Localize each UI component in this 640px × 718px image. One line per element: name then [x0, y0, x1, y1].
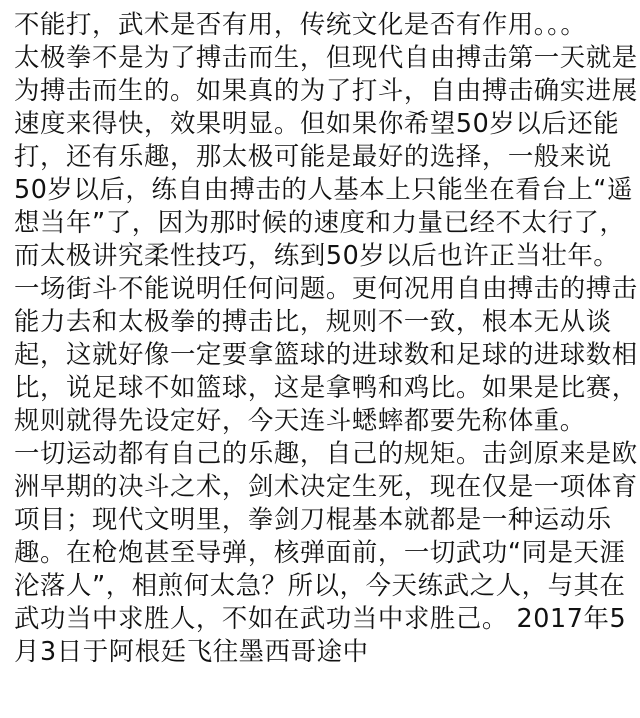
text-line-20: 月3日于阿根廷飞往墨西哥途中: [14, 636, 369, 666]
text-line-10: 能力去和太极拳的搏击比，规则不一致，根本无从谈: [14, 306, 612, 336]
text-line-16: 项目；现代文明里，拳剑刀棍基本就都是一种运动乐: [14, 504, 612, 534]
text-line-7: 想当年”了，因为那时候的速度和力量已经不太行了，: [14, 207, 626, 237]
text-line-11: 起，这就好像一定要拿篮球的进球数和足球的进球数相: [14, 339, 638, 369]
text-line-19: 武功当中求胜人，不如在武功当中求胜己。 2017年5: [14, 603, 627, 633]
text-line-13: 规则就得先设定好，今天连斗蟋蟀都要先称体重。: [14, 405, 586, 435]
text-line-6: 50岁以后，练自由搏击的人基本上只能坐在看台上“遥: [14, 174, 634, 204]
text-line-12: 比，说足球不如篮球，这是拿鸭和鸡比。如果是比赛，: [14, 372, 638, 402]
text-line-4: 速度来得快，效果明显。但如果你希望50岁以后还能: [14, 108, 620, 138]
text-line-3: 为搏击而生的。如果真的为了打斗，自由搏击确实进展: [14, 75, 638, 105]
text-line-14: 一切运动都有自己的乐趣，自己的规矩。击剑原来是欧: [14, 438, 638, 468]
text-line-8: 而太极讲究柔性技巧，练到50岁以后也许正当壮年。: [14, 240, 620, 270]
article-text: [14, 8, 638, 668]
text-line-15: 洲早期的决斗之术，剑术决定生死，现在仅是一项体育: [14, 471, 638, 501]
text-line-5: 打，还有乐趣，那太极可能是最好的选择，一般来说: [14, 141, 612, 171]
text-line-18: 沦落人”，相煎何太急？所以，今天练武之人，与其在: [14, 570, 626, 600]
text-line-1: 不能打，武术是否有用，传统文化是否有作用。。。: [14, 9, 587, 39]
text-line-9: 一场街斗不能说明任何问题。更何况用自由搏击的搏击: [14, 273, 638, 303]
text-line-2: 太极拳不是为了搏击而生，但现代自由搏击第一天就是: [14, 42, 638, 72]
text-line-17: 趣。在枪炮甚至导弹，核弹面前，一切武功“同是天涯: [14, 537, 626, 567]
